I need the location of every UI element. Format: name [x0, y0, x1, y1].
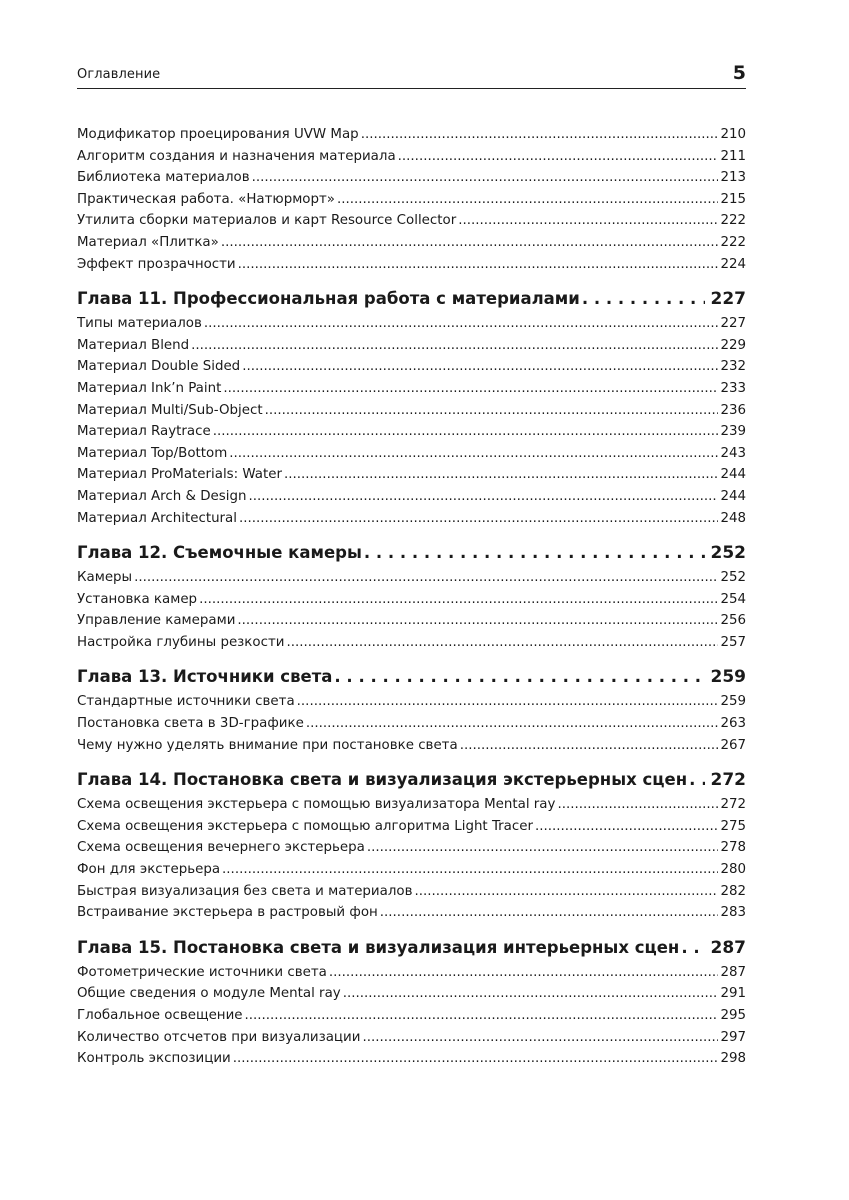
entry-title: Схема освещения вечернего экстерьера	[77, 840, 365, 856]
entry-title: Схема освещения экстерьера с помощью визуализатора Mental ray	[77, 797, 556, 813]
dot-leader	[134, 567, 718, 589]
entry-title: Глобальное освещение	[77, 1008, 243, 1023]
entry-title: Эффект прозрачности	[77, 256, 236, 272]
entry-title: Материал «Плитка»	[77, 234, 219, 250]
chapter-title: Глава 15. Постановка света и визуализация интерьерных сцен	[77, 937, 680, 957]
dot-leader	[337, 189, 718, 211]
entry-title: Материал ProMaterials: Water	[77, 467, 282, 483]
toc-entry	[77, 167, 746, 189]
chapter-page-number: 259	[710, 667, 746, 688]
dot-leader	[233, 1048, 719, 1070]
entry-title: Утилита сборки материалов и карт Resource Collector	[77, 213, 457, 229]
dot-leader	[398, 146, 719, 168]
toc-entry	[77, 356, 746, 378]
dot-leader	[223, 378, 718, 400]
entry-title: Постановка света в 3D-графике	[77, 716, 304, 732]
dot-leader	[334, 663, 704, 691]
toc-chapter	[77, 934, 746, 1070]
toc-entry	[77, 735, 746, 757]
dot-leader	[362, 1027, 718, 1049]
toc-chapter	[77, 766, 746, 924]
entry-page-number: 259	[720, 694, 746, 710]
entry-page-number: 283	[720, 905, 746, 921]
toc-entry	[77, 210, 746, 232]
entry-page-number: 215	[720, 191, 746, 207]
dot-leader	[242, 356, 718, 378]
entry-title: Алгоритм создания и назначения материала	[77, 148, 396, 164]
entry-title: Материал Arch & Design	[77, 488, 247, 504]
chapter-heading	[77, 539, 746, 567]
entry-page-number: 267	[720, 737, 746, 753]
dot-leader	[239, 508, 718, 530]
entry-page-number: 244	[720, 488, 746, 504]
entry-page-number: 211	[720, 148, 746, 164]
dot-leader	[265, 400, 719, 422]
toc-entry	[77, 124, 746, 146]
toc-entry	[77, 1027, 746, 1049]
chapter-page-number: 252	[710, 543, 746, 564]
dot-leader	[367, 837, 719, 859]
toc-entry	[77, 464, 746, 486]
toc-entry	[77, 400, 746, 422]
chapter-heading	[77, 285, 746, 313]
toc-entry	[77, 567, 746, 589]
toc-entry	[77, 816, 746, 838]
entry-page-number: 227	[720, 316, 746, 332]
toc-entry	[77, 189, 746, 211]
toc-chapter	[77, 124, 746, 275]
toc-entry	[77, 983, 746, 1005]
entry-page-number: 213	[720, 170, 746, 186]
entry-title: Количество отсчетов при визуализации	[77, 1029, 361, 1045]
entry-page-number: 210	[720, 127, 746, 142]
dot-leader	[199, 589, 718, 611]
dot-leader	[221, 232, 719, 254]
entry-page-number: 239	[720, 424, 746, 440]
chapter-page-number: 227	[710, 289, 746, 310]
dot-leader	[297, 691, 719, 713]
toc-chapter	[77, 663, 746, 756]
entry-page-number: 282	[720, 883, 746, 899]
chapter-heading	[77, 934, 746, 962]
dot-leader	[361, 124, 719, 146]
toc-entry	[77, 962, 746, 984]
dot-leader	[380, 902, 719, 924]
dot-leader	[237, 610, 718, 632]
dot-leader	[343, 983, 719, 1005]
entry-title: Камеры	[77, 570, 133, 586]
entry-page-number: 287	[720, 964, 746, 980]
dot-leader	[238, 254, 719, 276]
entry-page-number: 272	[720, 797, 746, 813]
chapter-title: Глава 14. Постановка света и визуализация экстерьерных сцен	[77, 770, 688, 790]
entry-page-number: 257	[720, 634, 746, 650]
toc-entry	[77, 232, 746, 254]
toc-entry	[77, 146, 746, 168]
entry-page-number: 248	[720, 510, 746, 526]
dot-leader	[306, 713, 719, 735]
entry-page-number: 243	[720, 445, 746, 461]
toc-entry	[77, 691, 746, 713]
entry-page-number: 275	[720, 818, 746, 834]
toc-entry	[77, 486, 746, 508]
dot-leader	[222, 859, 718, 881]
page-number: 5	[732, 62, 746, 84]
entry-page-number: 233	[720, 380, 746, 396]
toc-chapter	[77, 539, 746, 653]
dot-leader	[582, 285, 705, 313]
entry-title: Стандартные источники света	[77, 694, 295, 710]
toc-entry	[77, 1048, 746, 1070]
entry-page-number: 232	[720, 359, 746, 375]
table-of-contents	[77, 124, 746, 1076]
toc-entry	[77, 837, 746, 859]
entry-title: Настройка глубины резкости	[77, 634, 285, 650]
toc-entry	[77, 713, 746, 735]
dot-leader	[535, 816, 718, 838]
dot-leader	[204, 313, 719, 335]
entry-page-number: 280	[720, 862, 746, 878]
running-header	[77, 62, 746, 89]
dot-leader	[286, 632, 718, 654]
dot-leader	[329, 962, 719, 984]
entry-page-number: 295	[720, 1008, 746, 1023]
entry-page-number: 297	[720, 1029, 746, 1045]
toc-entry	[77, 794, 746, 816]
toc-entry	[77, 902, 746, 924]
entry-page-number: 222	[720, 234, 746, 250]
dot-leader	[458, 210, 718, 232]
toc-entry	[77, 443, 746, 465]
entry-page-number: 298	[720, 1051, 746, 1067]
entry-title: Модификатор проецирования UVW Map	[77, 127, 359, 142]
dot-leader	[213, 421, 719, 443]
toc-entry	[77, 421, 746, 443]
chapter-page-number: 272	[710, 770, 746, 791]
chapter-title: Глава 12. Съемочные камеры	[77, 543, 362, 563]
toc-entry	[77, 589, 746, 611]
entry-title: Встраивание экстерьера в растровый фон	[77, 905, 378, 921]
toc-entry	[77, 254, 746, 276]
entry-title: Фон для экстерьера	[77, 862, 221, 878]
dot-leader	[248, 486, 718, 508]
entry-title: Быстрая визуализация без света и материалов	[77, 883, 413, 899]
dot-leader	[557, 794, 718, 816]
dot-leader	[245, 1005, 719, 1027]
entry-title: Материал Multi/Sub-Object	[77, 402, 263, 418]
toc-chapter	[77, 285, 746, 529]
dot-leader	[681, 934, 704, 962]
dot-leader	[284, 464, 718, 486]
entry-page-number: 252	[720, 570, 746, 586]
section-title: Оглавление	[77, 67, 161, 82]
toc-entry	[77, 335, 746, 357]
chapter-title: Глава 13. Источники света	[77, 667, 333, 687]
chapter-heading	[77, 663, 746, 691]
chapter-page-number: 287	[710, 937, 746, 958]
entry-title: Практическая работа. «Натюрморт»	[77, 191, 335, 207]
dot-leader	[229, 443, 718, 465]
chapter-heading	[77, 766, 746, 794]
toc-entry	[77, 378, 746, 400]
dot-leader	[364, 539, 705, 567]
entry-title: Типы материалов	[77, 316, 202, 332]
entry-title: Материал Double Sided	[77, 359, 241, 375]
entry-page-number: 229	[720, 337, 746, 353]
entry-title: Фотометрические источники света	[77, 964, 327, 980]
entry-title: Библиотека материалов	[77, 170, 250, 186]
toc-entry	[77, 1005, 746, 1027]
dot-leader	[689, 766, 704, 794]
entry-page-number: 278	[720, 840, 746, 856]
entry-title: Установка камер	[77, 591, 198, 607]
toc-entry	[77, 859, 746, 881]
entry-page-number: 244	[720, 467, 746, 483]
entry-page-number: 236	[720, 402, 746, 418]
entry-title: Материал Raytrace	[77, 424, 211, 440]
toc-entry	[77, 881, 746, 903]
entry-page-number: 222	[720, 213, 746, 229]
toc-entry	[77, 508, 746, 530]
entry-title: Схема освещения экстерьера с помощью алгоритма Light Tracer	[77, 818, 533, 834]
entry-title: Общие сведения о модуле Mental ray	[77, 986, 341, 1002]
entry-title: Материал Top/Bottom	[77, 445, 228, 461]
toc-entry	[77, 313, 746, 335]
entry-title: Управление камерами	[77, 613, 236, 629]
entry-page-number: 263	[720, 716, 746, 732]
chapter-title: Глава 11. Профессиональная работа с материалами	[77, 289, 580, 309]
dot-leader	[191, 335, 718, 357]
dot-leader	[252, 167, 719, 189]
entry-page-number: 256	[720, 613, 746, 629]
entry-title: Материал Blend	[77, 337, 190, 353]
entry-page-number: 291	[720, 986, 746, 1002]
entry-title: Контроль экспозиции	[77, 1051, 231, 1067]
entry-page-number: 254	[720, 591, 746, 607]
entry-title: Материал Ink’n Paint	[77, 380, 222, 396]
dot-leader	[415, 881, 719, 903]
document-page	[77, 0, 746, 1200]
entry-title: Материал Architectural	[77, 510, 237, 526]
toc-entry	[77, 632, 746, 654]
toc-entry	[77, 610, 746, 632]
entry-title: Чему нужно уделять внимание при постановке света	[77, 737, 458, 753]
entry-page-number: 224	[720, 256, 746, 272]
dot-leader	[460, 735, 719, 757]
